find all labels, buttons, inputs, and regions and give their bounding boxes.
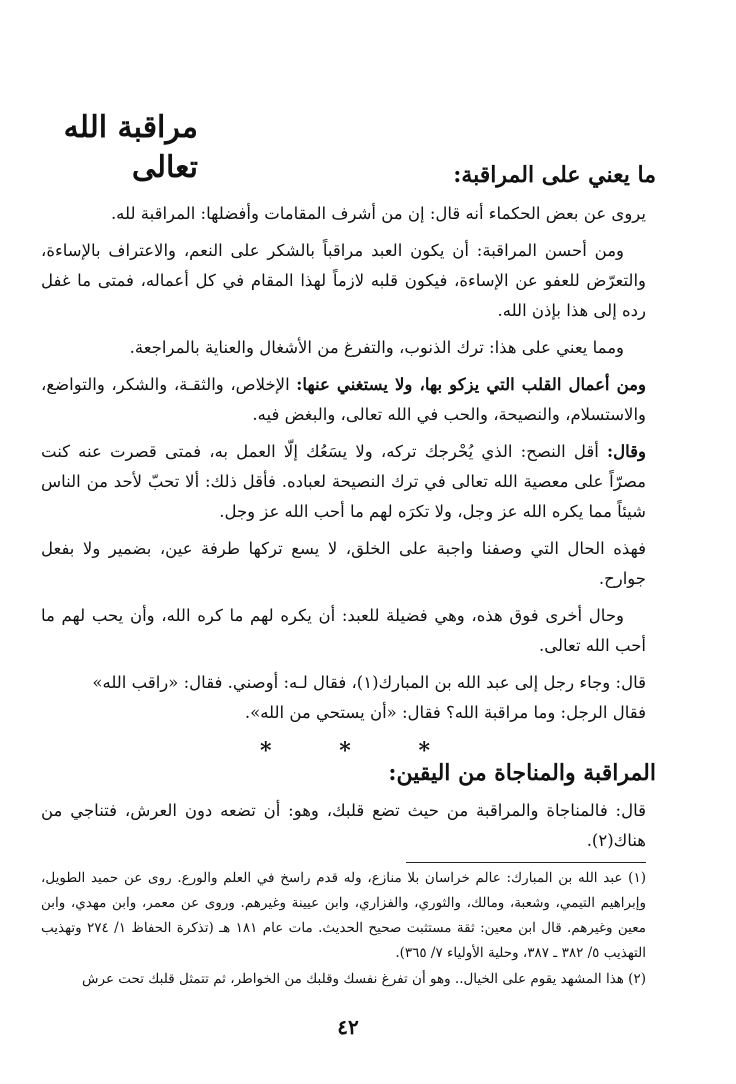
separator-star: * [260,738,272,764]
paragraph [41,534,646,594]
section-heading: ما يعني على المراقبة: [453,162,656,188]
paragraph-lead: وقال: [607,442,646,461]
paragraph [41,437,646,527]
paragraph [41,601,646,661]
separator-star: * [418,738,430,764]
paragraph [41,370,646,430]
paragraph-text: يروى عن بعض الحكماء أنه قال: إن من أشرف المقامات وأفضلها: المراقبة لله. [110,204,646,223]
paragraph-text: فهذه الحال التي وصفنا واجبة على الخلق، لا يسع تركها طرفة عين، بضمير ولا بفعل جوارح. [41,539,646,588]
chapter-title: مراقبة الله تعالى [63,110,198,185]
paragraph [41,333,646,363]
footnote-divider [406,862,646,863]
paragraph [41,236,646,326]
separator-star: * [339,738,351,764]
footnotes [41,866,646,993]
paragraph-lead: ومن أعمال القلب التي يزكو بها، ولا يستغني عنها: [296,375,646,394]
paragraph-line: قال: وجاء رجل إلى عبد الله بن المبارك(١)، فقال لـه: أوصني. فقال: «راقب الله» [92,673,646,692]
section-heading: المراقبة والمناجاة من اليقين: [388,760,656,786]
paragraph-text: أقل النصح: الذي يُحْرجك تركه، ولا يسَعُك إلّا العمل به، فمتى قصرت عنه كنت مصرّاً على معصية الله تعالى في ترك النصيحة لعباده. فأقل ذلك: ألا تحبّ لأحد من الناس شيئاً مما يكره الله عز وجل، ولا تكرَه لهم ما أحب الله عز وجل. [41,442,646,521]
paragraph [41,199,646,229]
footnote: (١) عبد الله بن المبارك: عالم خراسان بلا منازع، وله قدم راسخ في العلم والورع. روى عن حميد الطويل، وإبراهيم التيمي، وشعبة، ومالك، والثوري، والفزاري، وابن عيينة وغيرهم. وروى عن معمر، وابن مهدي، وابن معين وغيرهم. قال ابن معين: ثقة مستثبت صحيح الحديث. مات عام ١٨١ هـ (تذكرة الحفاظ ١/ ٢٧٤ وتهذيب التهذيب ٥/ ٣٨٢ ـ ٣٨٧، وحلية الأولياء ٧/ ٣٦٥). [41,870,647,961]
paragraph-text: ومما يعني على هذا: ترك الذنوب، والتفرغ من الأشغال والعناية بالمراجعة. [129,338,624,357]
paragraph [41,796,646,856]
paragraph-text: الإخلاص، والثقـة، والشكر، والتواضع، والاستسلام، والنصيحة، والحب في الله تعالى، والبغض فيه. [41,375,646,424]
footnote: (٢) هذا المشهد يقوم على الخيال.. وهو أن تفرغ نفسك وقلبك من الخواطر، ثم تتمثل قلبك تحت عرش [82,971,646,987]
paragraph [41,668,646,728]
paragraph-text: ومن أحسن المراقبة: أن يكون العبد مراقباً بالشكر على النعم، والاعتراف بالإساءة، والتعرّض للعفو عن الإساءة، فيكون قلبه لازماً لهذا المقام في كل أعماله، فمتى ما غفل رده إلى هذا بإذن الله. [41,241,646,320]
paragraph-text: قال: فالمناجاة والمراقبة من حيث تضع قلبك، وهو: أن تضعه دون العرش، فتناجي من هناك(٢). [41,801,646,850]
paragraph-text: وحال أخرى فوق هذه، وهي فضيلة للعبد: أن يكره لهم ما كره الله، وأن يحب لهم ما أحب الله تعالى. [41,606,646,655]
paragraph-line: فقال الرجل: وما مراقبة الله؟ فقال: «أن يستحي من الله». [244,703,646,722]
page-number: ٤٢ [337,1015,359,1039]
